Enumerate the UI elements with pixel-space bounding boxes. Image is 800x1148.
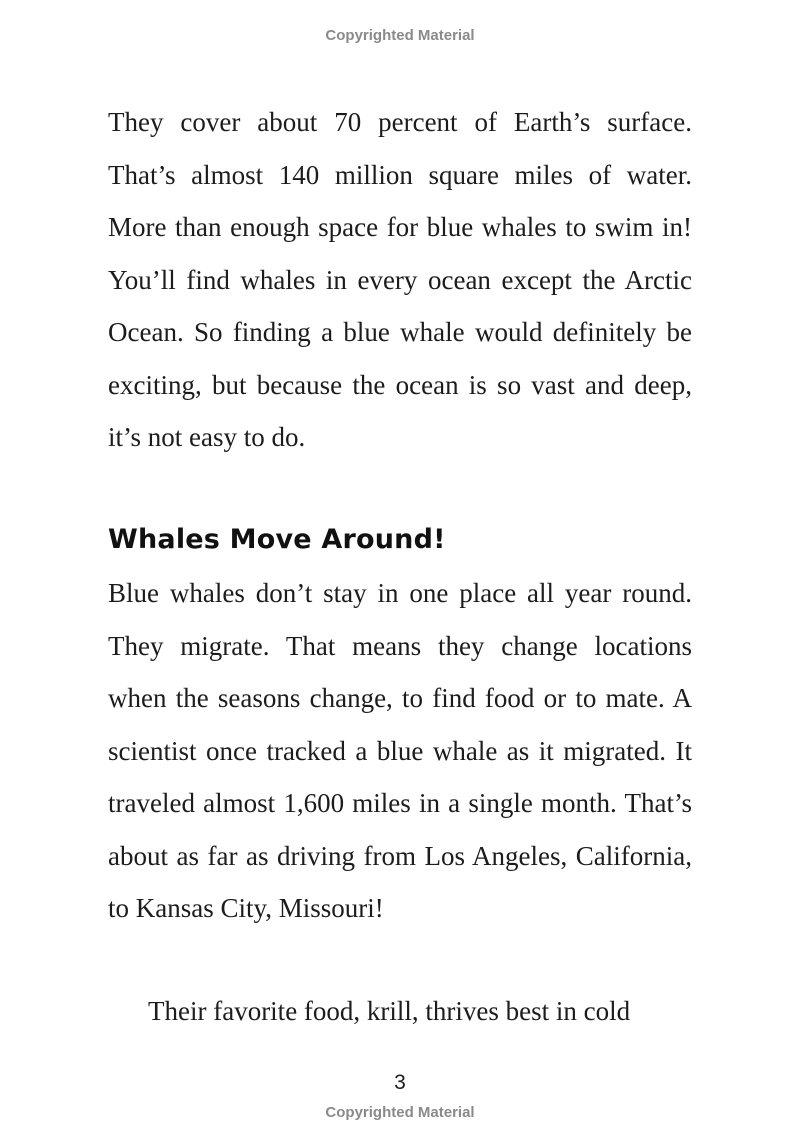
section-heading: Whales Move Around! (108, 524, 446, 555)
copyright-watermark-top: Copyrighted Material (325, 27, 475, 44)
body-paragraph-krill: Their favorite food, krill, thrives best in cold (148, 996, 631, 1026)
copyright-watermark-bottom: Copyrighted Material (325, 1104, 475, 1121)
body-paragraph-migration: Blue whales don’t stay in one place all year round. They migrate. That means they change locations when the seasons change, to find food or to mate. A scientist once tracked a blue whale as it migrated. It traveled almost 1,600 miles in a single month. That’s about as far as driving from Los Angeles, California, to Kansas City, Missouri! (108, 578, 692, 923)
page-number: 3 (394, 1071, 406, 1094)
body-paragraph-ocean-coverage: They cover about 70 percent of Earth’s surface. That’s almost 140 million square miles of water. More than enough space for blue whales to swim in! You’ll find whales in every ocean except the Arctic Ocean. So finding a blue whale would definitely be exciting, but because the ocean is so vast and deep, it’s not easy to do. (108, 107, 692, 452)
